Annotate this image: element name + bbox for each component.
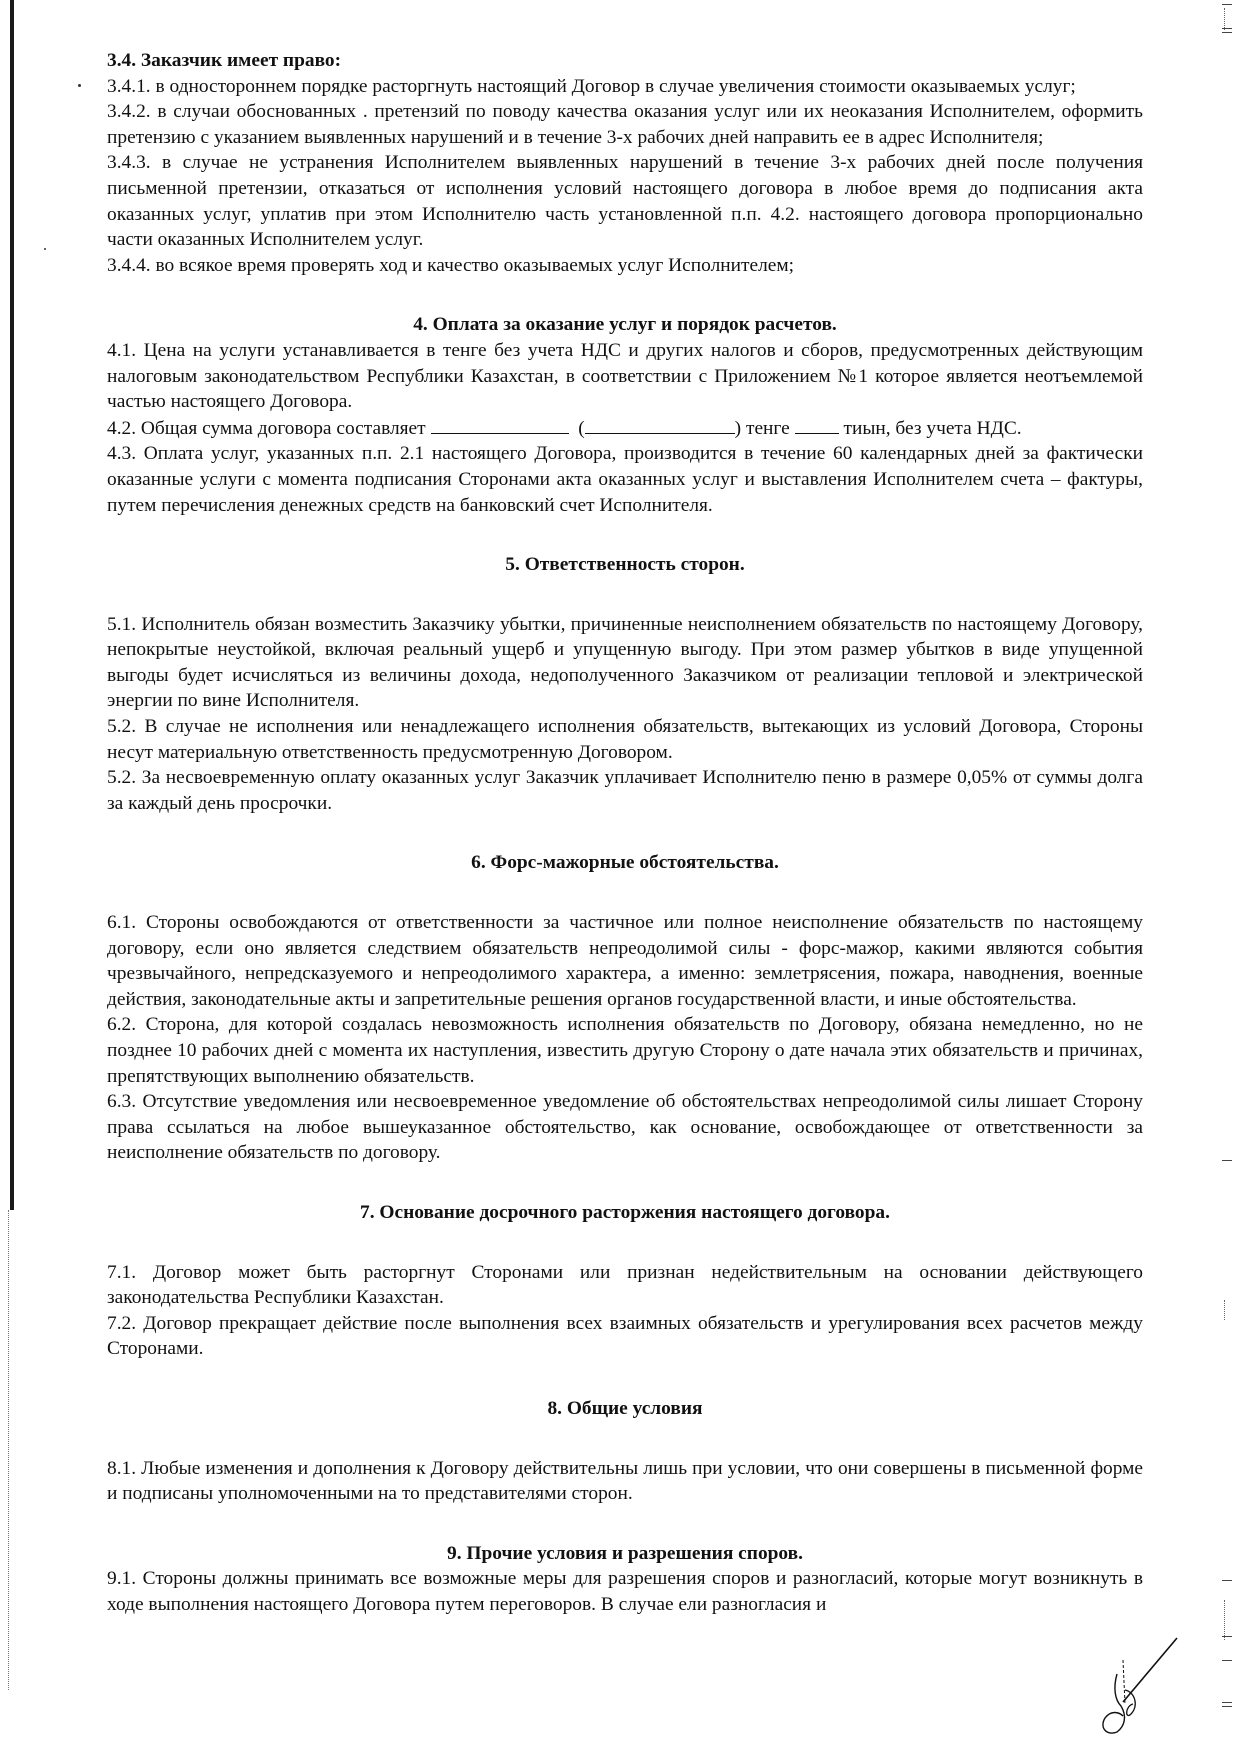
section-4-title: 4. Оплата за оказание услуг и порядок расчетов. bbox=[413, 314, 837, 336]
scan-speck bbox=[44, 248, 46, 250]
clause-4-1: 4.1. Цена на услуги устанавливается в тенге без учета НДС и других налогов и сборов, предусмотренных действующим налоговым законодательством Республики Казахстан, в соответствии с Приложением №1 которое является неотъемлемой частью настоящего Договора. bbox=[107, 339, 1143, 413]
scan-edge-right-marks bbox=[1222, 0, 1234, 1754]
clause-3-4-1: 3.4.1. в одностороннем порядке расторгнуть настоящий Договор в случае увеличения стоимости оказываемых услуг; bbox=[107, 75, 1076, 97]
clause-4-2 bbox=[107, 415, 1143, 442]
scan-edge-left-faint bbox=[8, 1210, 10, 1690]
section-3-4-heading: 3.4. Заказчик имеет право: bbox=[107, 50, 342, 71]
amount-in-words-blank-field bbox=[585, 415, 735, 434]
section-9-title: 9. Прочие условия и разрешения споров. bbox=[447, 1542, 803, 1564]
clause-4-2-prefix: 4.2. Общая сумма договора составляет bbox=[107, 417, 426, 439]
clause-6-1: 6.1. Стороны освобождаются от ответственности за частичное или полное неисполнение обязательств по настоящему договору, если оно является следствием обязательств непреодолимой силы - форс-мажор, какими являются события чрезвычайного, непредсказуемого и непреодолимого характера, а именно: землетрясения, пожара, наводнения, военные действия, законодательные акты и запретительные решения органов государственной власти, и иные обстоятельства. bbox=[107, 912, 1143, 1010]
amount-blank-field bbox=[431, 415, 569, 434]
scan-speck bbox=[78, 84, 81, 87]
clause-5-2-penalty: 5.2. За несвоевременную оплату оказанных услуг Заказчик уплачивает Исполнителю пеню в размере 0,05% от суммы долга за каждый день просрочки. bbox=[107, 767, 1143, 814]
document-body bbox=[107, 48, 1143, 1618]
section-8-title: 8. Общие условия bbox=[547, 1397, 703, 1419]
signature-icon bbox=[1095, 1630, 1185, 1740]
section-6-title: 6. Форс-мажорные обстоятельства. bbox=[471, 852, 779, 874]
tiyn-blank-field bbox=[795, 415, 839, 434]
clause-3-4-3: 3.4.3. в случае не устранения Исполнителем выявленных нарушений в течение 3-х рабочих дней после получения письменной претензии, отказаться от исполнения условий настоящего договора в любое время до подписания акта оказанных услуг, уплатив при этом Исполнителю часть установленной п.п. 4.2. настоящего договора пропорционально части оказанных Исполнителем услуг. bbox=[107, 152, 1143, 251]
clause-4-2-suffix: тиын, без учета НДС. bbox=[843, 417, 1022, 439]
clause-6-2: 6.2. Сторона, для которой создалась невозможность исполнения обязательств по Договору, обязана немедленно, но не позднее 10 рабочих дней с момента их наступления, известить другую Сторону о дате начала этих обязательств и причинах, препятствующих выполнению обязательств. bbox=[107, 1014, 1143, 1087]
clause-5-2: 5.2. В случае не исполнения или ненадлежащего исполнения обязательств, вытекающих из условий Договора, Стороны несут материальную ответственность предусмотренную Договором. bbox=[107, 716, 1143, 763]
clause-3-4-4: 3.4.4. во всякое время проверять ход и качество оказываемых услуг Исполнителем; bbox=[107, 254, 795, 276]
clause-6-3: 6.3. Отсутствие уведомления или несвоевременное уведомление об обстоятельствах непреодолимой силы лишает Сторону права ссылаться на любое вышеуказанное обстоятельство, как основание, освобождающее от ответственности за неисполнение обязательств по договору. bbox=[107, 1091, 1143, 1164]
clause-7-2: 7.2. Договор прекращает действие после выполнения всех взаимных обязательств и урегулирования всех расчетов между Сторонами. bbox=[107, 1312, 1143, 1360]
clause-7-1: 7.1. Договор может быть расторгнут Сторонами или признан недействительным на основании действующего законодательства Республики Казахстан. bbox=[107, 1261, 1143, 1309]
close-paren-tenge: ) тенге bbox=[734, 417, 790, 439]
clause-4-3: 4.3. Оплата услуг, указанных п.п. 2.1 настоящего Договора, производится в течение 60 календарных дней за фактически оказанные услуги с момента подписания Сторонами акта оказанных услуг и выставления Исполнителем счета – фактуры, путем перечисления денежных средств на банковский счет Исполнителя. bbox=[107, 443, 1143, 516]
clause-9-1: 9.1. Стороны должны принимать все возможные меры для разрешения споров и разногласий, которые могут возникнуть в ходе выполнения настоящего Договора путем переговоров. В случае ели разногласия и bbox=[107, 1568, 1143, 1615]
section-5-title: 5. Ответственность сторон. bbox=[505, 554, 745, 576]
clause-5-1: 5.1. Исполнитель обязан возместить Заказчику убытки, причиненные неисполнением обязательств по настоящему Договору, непокрытые неустойкой, включая реальный ущерб и упущенную выгоду. При этом размер убытков в виде упущенной выгоды будет исчисляться из величины дохода, недополученного Заказчиком от реализации тепловой и электрической энергии по вине Исполнителя. bbox=[107, 613, 1143, 712]
scan-edge-left bbox=[10, 0, 14, 1210]
section-7-title: 7. Основание досрочного расторжения настоящего договора. bbox=[360, 1201, 890, 1223]
clause-3-4-2: 3.4.2. в случаи обоснованных . претензий по поводу качества оказания услуг или их неоказания Исполнителем, оформить претензию с указанием выявленных нарушений и в течение 3-х рабочих дней направить ее в адрес Исполнителя; bbox=[107, 101, 1143, 148]
open-paren: ( bbox=[578, 417, 585, 439]
clause-8-1: 8.1. Любые изменения и дополнения к Договору действительны лишь при условии, что они совершены в письменной форме и подписаны уполномоченными на то представителями сторон. bbox=[107, 1457, 1143, 1505]
